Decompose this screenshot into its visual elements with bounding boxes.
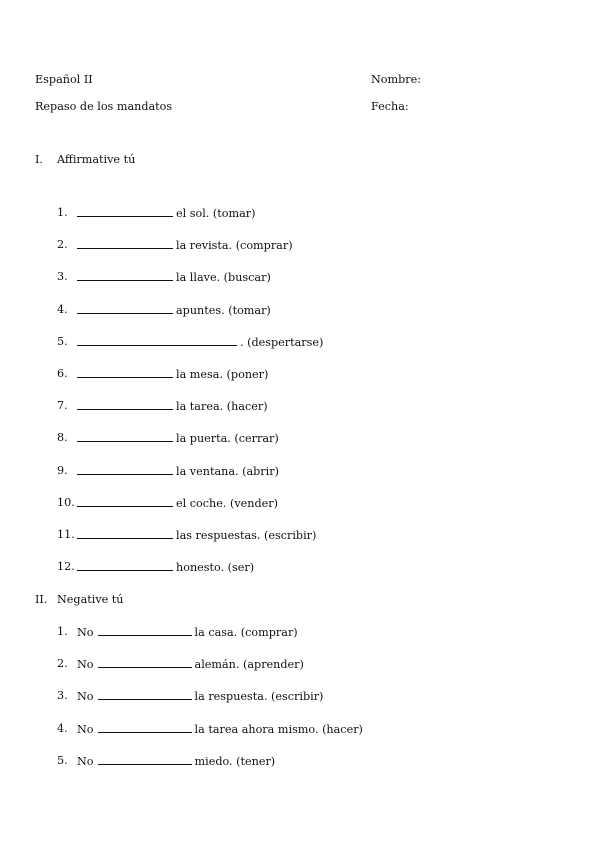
item-prompt: el coche. (vender) [176, 497, 278, 510]
answer-blank[interactable] [77, 303, 173, 314]
name-label: Nombre: [371, 73, 422, 86]
date-label: Fecha: [371, 100, 409, 113]
item-number: 1. [57, 625, 68, 638]
answer-blank[interactable] [77, 238, 173, 249]
exercise-item [77, 560, 254, 574]
answer-blank[interactable] [77, 528, 173, 539]
negation-prefix: No [77, 658, 94, 671]
item-prompt: la tarea. (hacer) [176, 400, 268, 413]
negation-prefix: No [77, 723, 94, 736]
item-prompt: la respuesta. (escribir) [194, 690, 324, 703]
item-number: 7. [57, 399, 68, 412]
item-prompt: alemán. (aprender) [194, 658, 304, 671]
item-prompt: apuntes. (tomar) [176, 304, 271, 317]
answer-blank[interactable] [77, 464, 173, 475]
section-2-numeral: II. [35, 593, 48, 606]
answer-blank[interactable] [98, 689, 192, 700]
item-number: 12. [57, 560, 75, 573]
answer-blank[interactable] [77, 560, 173, 571]
answer-blank[interactable] [98, 754, 192, 765]
exercise-item [77, 206, 256, 220]
exercise-item [77, 399, 268, 413]
item-number: 4. [57, 722, 68, 735]
negation-prefix: No [77, 755, 94, 768]
item-number: 3. [57, 270, 68, 283]
exercise-item [77, 496, 278, 510]
exercise-item [77, 657, 304, 671]
item-number: 6. [57, 367, 68, 380]
item-number: 2. [57, 238, 68, 251]
exercise-item [77, 335, 323, 349]
item-prompt: el sol. (tomar) [176, 207, 256, 220]
item-number: 3. [57, 689, 68, 702]
item-number: 9. [57, 464, 68, 477]
exercise-item [77, 238, 293, 252]
negation-prefix: No [77, 690, 94, 703]
exercise-item [77, 367, 268, 381]
exercise-item [77, 431, 279, 445]
exercise-item [77, 754, 275, 768]
worksheet-topic: Repaso de los mandatos [35, 100, 173, 113]
answer-blank[interactable] [77, 399, 173, 410]
item-prompt: la revista. (comprar) [176, 239, 293, 252]
item-prompt: la tarea ahora mismo. (hacer) [194, 723, 363, 736]
exercise-item [77, 722, 363, 736]
section-1-numeral: I. [35, 153, 43, 166]
section-2-title: Negative tú [57, 593, 124, 606]
item-prompt: la ventana. (abrir) [176, 465, 279, 478]
item-number: 5. [57, 335, 68, 348]
answer-blank[interactable] [98, 657, 192, 668]
item-prompt: las respuestas. (escribir) [176, 529, 317, 542]
answer-blank[interactable] [98, 722, 192, 733]
answer-blank[interactable] [77, 270, 173, 281]
item-prompt: la casa. (comprar) [194, 626, 298, 639]
item-prompt: la llave. (buscar) [176, 271, 271, 284]
answer-blank[interactable] [77, 496, 173, 507]
answer-blank[interactable] [77, 335, 237, 346]
item-number: 5. [57, 754, 68, 767]
exercise-item [77, 528, 316, 542]
answer-blank[interactable] [77, 367, 173, 378]
item-number: 10. [57, 496, 75, 509]
exercise-item [77, 625, 298, 639]
item-prompt: la puerta. (cerrar) [176, 432, 279, 445]
item-prompt: la mesa. (poner) [176, 368, 269, 381]
negation-prefix: No [77, 626, 94, 639]
item-prompt: . (despertarse) [240, 336, 324, 349]
exercise-item [77, 689, 323, 703]
exercise-item [77, 464, 279, 478]
exercise-item [77, 270, 271, 284]
item-number: 11. [57, 528, 75, 541]
answer-blank[interactable] [98, 625, 192, 636]
section-1-title: Affirmative tú [57, 153, 136, 166]
item-number: 2. [57, 657, 68, 670]
item-prompt: honesto. (ser) [176, 561, 255, 574]
course-title: Español II [35, 73, 93, 86]
item-number: 4. [57, 303, 68, 316]
item-number: 8. [57, 431, 68, 444]
exercise-item [77, 303, 271, 317]
item-number: 1. [57, 206, 68, 219]
answer-blank[interactable] [77, 206, 173, 217]
item-prompt: miedo. (tener) [194, 755, 276, 768]
answer-blank[interactable] [77, 431, 173, 442]
